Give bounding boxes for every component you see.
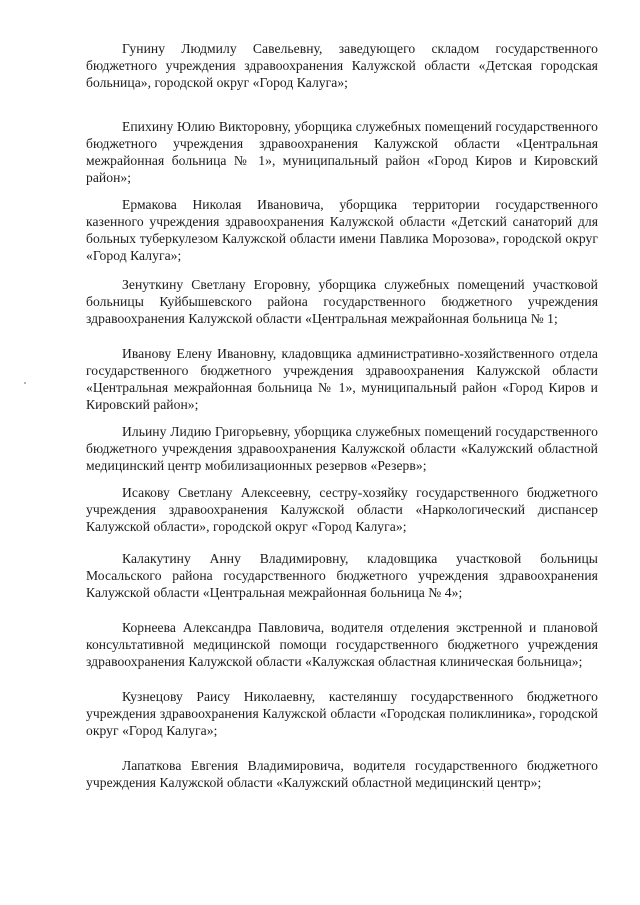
paragraph-isakova: Исакову Светлану Алексеевну, сестру-хозяйку государственного бюджетного учреждения здравоохранения Калужской области «Наркологический диспансер Калужской области», городской округ «Город Калуга»; [86,485,598,534]
scan-speck [24,382,26,384]
paragraph-kuznetsova: Кузнецову Раису Николаевну, кастеляншу государственного бюджетного учреждения здравоохранения Калужской области «Городская поликлиника», городской округ «Город Калуга»; [86,689,598,738]
paragraph-ivanova: Иванову Елену Ивановну, кладовщика административно-хозяйственного отдела государственного бюджетного учреждения здравоохранения Калужской области «Центральная межрайонная больница № 1», муниципальный район «Город Киров и Кировский район»; [86,346,598,412]
paragraph-gunina: Гунину Людмилу Савельевну, заведующего складом государственного бюджетного учреждения здравоохранения Калужской области «Детская городская больница», городской округ «Город Калуга»; [86,41,598,90]
paragraph-korneev: Корнеева Александра Павловича, водителя отделения экстренной и плановой консультативной медицинской помощи государственного бюджетного учреждения здравоохранения Калужской области «Калужская областная клиническая больница»; [86,620,598,669]
paragraph-ermakov: Ермакова Николая Ивановича, уборщика территории государственного казенного учреждения здравоохранения Калужской области «Детский санаторий для больных туберкулезом Калужской области имени Павлика Морозова», городской округ «Город Калуга»; [86,197,598,263]
paragraph-zenutkina: Зенуткину Светлану Егоровну, уборщика служебных помещений участковой больницы Куйбышевского района государственного бюджетного учреждения здравоохранения Калужской области «Центральная межрайонная больница № 1; [86,277,598,326]
paragraph-epikhina: Епихину Юлию Викторовну, уборщика служебных помещений государственного бюджетного учреждения здравоохранения Калужской области «Центральная межрайонная больница № 1», муниципальный район «Город Киров и Кировский район»; [86,119,598,185]
paragraph-kalakutina: Калакутину Анну Владимировну, кладовщика участковой больницы Мосальского района государственного бюджетного учреждения здравоохранения Калужской области «Центральная межрайонная больница № 4»; [86,551,598,600]
paragraph-ilyina: Ильину Лидию Григорьевну, уборщика служебных помещений государственного бюджетного учреждения здравоохранения Калужской области «Калужский областной медицинский центр мобилизационных резервов «Резерв»; [86,424,598,473]
scan-speck [483,790,484,791]
paragraph-lapatkov: Лапаткова Евгения Владимировича, водителя государственного бюджетного учреждения Калужской области «Калужский областной медицинский центр»; [86,758,598,790]
